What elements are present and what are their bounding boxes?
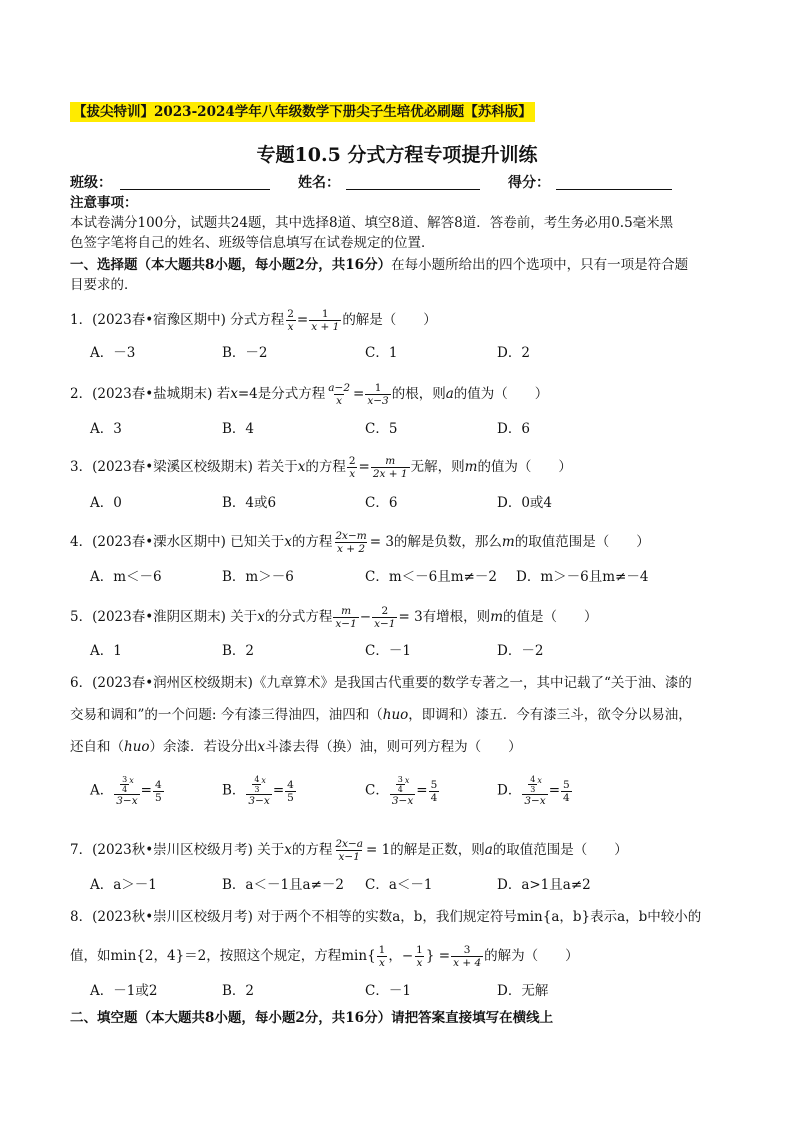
q1-option-c[interactable]: C．1 bbox=[365, 345, 398, 361]
score-label: 得分： bbox=[508, 175, 550, 191]
class-label: 班级： bbox=[70, 175, 112, 191]
score-blank[interactable] bbox=[556, 189, 672, 190]
q8-option-d[interactable]: D．无解 bbox=[497, 983, 549, 999]
section-2-heading: 二、填空题（本大题共8小题，每小题2分，共16分）请把答案直接填写在横线上 bbox=[70, 1010, 554, 1026]
q2-frac-right: $\frac{1}{x-3}$ bbox=[367, 382, 389, 407]
q2-option-d[interactable]: D．6 bbox=[497, 421, 530, 437]
q7-option-d[interactable]: D．a>1且a≠2 bbox=[497, 877, 591, 893]
name-label: 姓名： bbox=[298, 175, 340, 191]
question-3: 3．(2023春•梁溪区校级期末) 若关于x的方程 $\frac{2}{x}$ = $\frac{m}{2x + 1}$ 无解，则m的值为（ ） bbox=[70, 455, 572, 480]
section-1-heading bbox=[70, 255, 688, 275]
section-1-bold: 一、选择题（本大题共8小题，每小题2分，共16分） bbox=[70, 257, 392, 273]
question-6-line-1: 6．(2023春•润州区校级期末)《九章算术》是我国古代重要的数学专著之一，其中记载了“关于油、漆的 bbox=[70, 675, 692, 691]
question-1: 1．(2023春•宿豫区期中) 分式方程 $\frac{2}{x}$ = $\frac{1}{x + 1}$ 的解是（ ） bbox=[70, 308, 437, 333]
q6-option-b[interactable]: B． $\frac{4}{3}$ $^x$ 3−x = $\frac{4}{5}$ bbox=[222, 775, 294, 807]
section-1-line-2: 目要求的． bbox=[70, 277, 138, 293]
q6-option-c[interactable]: C． $\frac{3}{4}$ $^x$ 3−x = $\frac{5}{4}$ bbox=[365, 775, 438, 807]
q5-frac-left: $\frac{m}{x-1}$ bbox=[335, 605, 357, 630]
q8-option-b[interactable]: B．2 bbox=[222, 983, 255, 999]
q6-option-d[interactable]: D． $\frac{4}{3}$ $^x$ 3−x = $\frac{5}{4}$ bbox=[497, 775, 570, 807]
q4-option-d[interactable]: D．m＞－6且m≠－4 bbox=[516, 569, 649, 585]
q5-frac-right: $\frac{2}{x-1}$ bbox=[374, 605, 396, 630]
series-banner: 【拔尖特训】2023-2024学年八年级数学下册尖子生培优必刷题【苏科版】 bbox=[70, 102, 535, 122]
q1-option-d[interactable]: D．2 bbox=[497, 345, 530, 361]
q4-option-b[interactable]: B．m＞－6 bbox=[222, 569, 294, 585]
question-6-line-3: 还自和（huo）余漆．若设分出x斗漆去得（换）油，则可列方程为（ ） bbox=[70, 739, 522, 755]
q8-option-c[interactable]: C．－1 bbox=[365, 983, 411, 999]
q7-option-c[interactable]: C．a＜－1 bbox=[365, 877, 433, 893]
q3-option-d[interactable]: D．0或4 bbox=[497, 495, 553, 511]
notes-line-2: 色签字笔将自己的姓名、班级等信息填写在试卷规定的位置． bbox=[70, 235, 435, 251]
question-5: 5．(2023春•淮阴区期末) 关于x的分式方程 $\frac{m}{x-1}$ − $\frac{2}{x-1}$ = 3有增根，则m的值是（ ） bbox=[70, 605, 598, 630]
q4-option-a[interactable]: A．m＜－6 bbox=[90, 569, 162, 585]
q4-option-c[interactable]: C．m＜－6且m≠－2 bbox=[365, 569, 497, 585]
q1-stem: 1．(2023春•宿豫区期中) 分式方程 bbox=[70, 312, 285, 328]
class-blank[interactable] bbox=[120, 189, 270, 190]
name-blank[interactable] bbox=[346, 189, 480, 190]
section-1-rest: 在每小题所给出的四个选项中，只有一项是符合题 bbox=[391, 257, 689, 273]
notes-heading: 注意事项： bbox=[70, 195, 138, 211]
q1-frac-right: $\frac{1}{x + 1}$ bbox=[311, 308, 340, 333]
q4-frac: $\frac{2x-m}{x + 2}$ bbox=[335, 530, 367, 555]
q3-frac-left: $\frac{2}{x}$ bbox=[348, 455, 356, 480]
q2-frac-left: $\frac{a-2}{x}$ bbox=[328, 382, 351, 407]
q3-option-b[interactable]: B．4或6 bbox=[222, 495, 277, 511]
question-8-line-2: 值，如min{2，4}＝2，按照这个规定，方程min{ $\frac{1}{x}$ ，− $\frac{1}{x}$ } = $\frac{3}{x + 4}$ 的解为（ ） bbox=[70, 944, 579, 969]
q5-option-d[interactable]: D．－2 bbox=[497, 643, 544, 659]
question-8-line-1: 8．(2023秋•崇川区校级月考) 对于两个不相等的实数a，b，我们规定符号min{a，b}表示a，b中较小的 bbox=[70, 909, 702, 925]
student-info-row bbox=[70, 172, 730, 194]
q2-option-c[interactable]: C．5 bbox=[365, 421, 398, 437]
q3-option-a[interactable]: A．0 bbox=[90, 495, 122, 511]
q7-option-a[interactable]: A．a＞－1 bbox=[90, 877, 157, 893]
question-2: 2．(2023春•盐城期末) 若x=4是分式方程 $\frac{a-2}{x}$ = $\frac{1}{x-3}$ 的根，则a的值为（ ） bbox=[70, 382, 549, 407]
question-7: 7．(2023秋•崇川区校级月考) 关于x的方程 $\frac{2x-a}{x-1}$ = 1的解是正数，则a的取值范围是（ ） bbox=[70, 838, 628, 863]
notes-line-1: 本试卷满分100分，试题共24题，其中选择8道、填空8道、解答8道．答卷前，考生务必用0.5毫米黑 bbox=[70, 215, 674, 231]
q8-option-a[interactable]: A．－1或2 bbox=[90, 983, 158, 999]
q5-option-a[interactable]: A．1 bbox=[90, 643, 122, 659]
q6-option-a[interactable]: A． $\frac{3}{4}$ $^x$ 3−x = $\frac{4}{5}$ bbox=[90, 775, 162, 807]
page-title: 专题10.5 分式方程专项提升训练 bbox=[256, 144, 538, 166]
q1-frac-left: $\frac{2}{x}$ bbox=[287, 308, 294, 333]
q7-option-b[interactable]: B．a＜－1且a≠－2 bbox=[222, 877, 345, 893]
question-4: 4．(2023春•溧水区期中) 已知关于x的方程 $\frac{2x-m}{x + 2}$ = 3的解是负数，那么m的取值范围是（ ） bbox=[70, 530, 650, 555]
question-6-line-2: 交易和调和”的一个问题: 今有漆三得油四，油四和（huo，即调和）漆五．今有漆三斗，欲令分以易油， bbox=[70, 707, 692, 723]
q3-frac-right: $\frac{m}{2x + 1}$ bbox=[372, 455, 408, 480]
q1-option-a[interactable]: A．－3 bbox=[90, 345, 136, 361]
q3-option-c[interactable]: C．6 bbox=[365, 495, 398, 511]
q5-option-b[interactable]: B．2 bbox=[222, 643, 255, 659]
q7-frac: $\frac{2x-a}{x-1}$ bbox=[335, 838, 364, 863]
q5-option-c[interactable]: C．－1 bbox=[365, 643, 411, 659]
q2-option-a[interactable]: A．3 bbox=[90, 421, 122, 437]
q2-option-b[interactable]: B．4 bbox=[222, 421, 255, 437]
q1-option-b[interactable]: B．－2 bbox=[222, 345, 268, 361]
